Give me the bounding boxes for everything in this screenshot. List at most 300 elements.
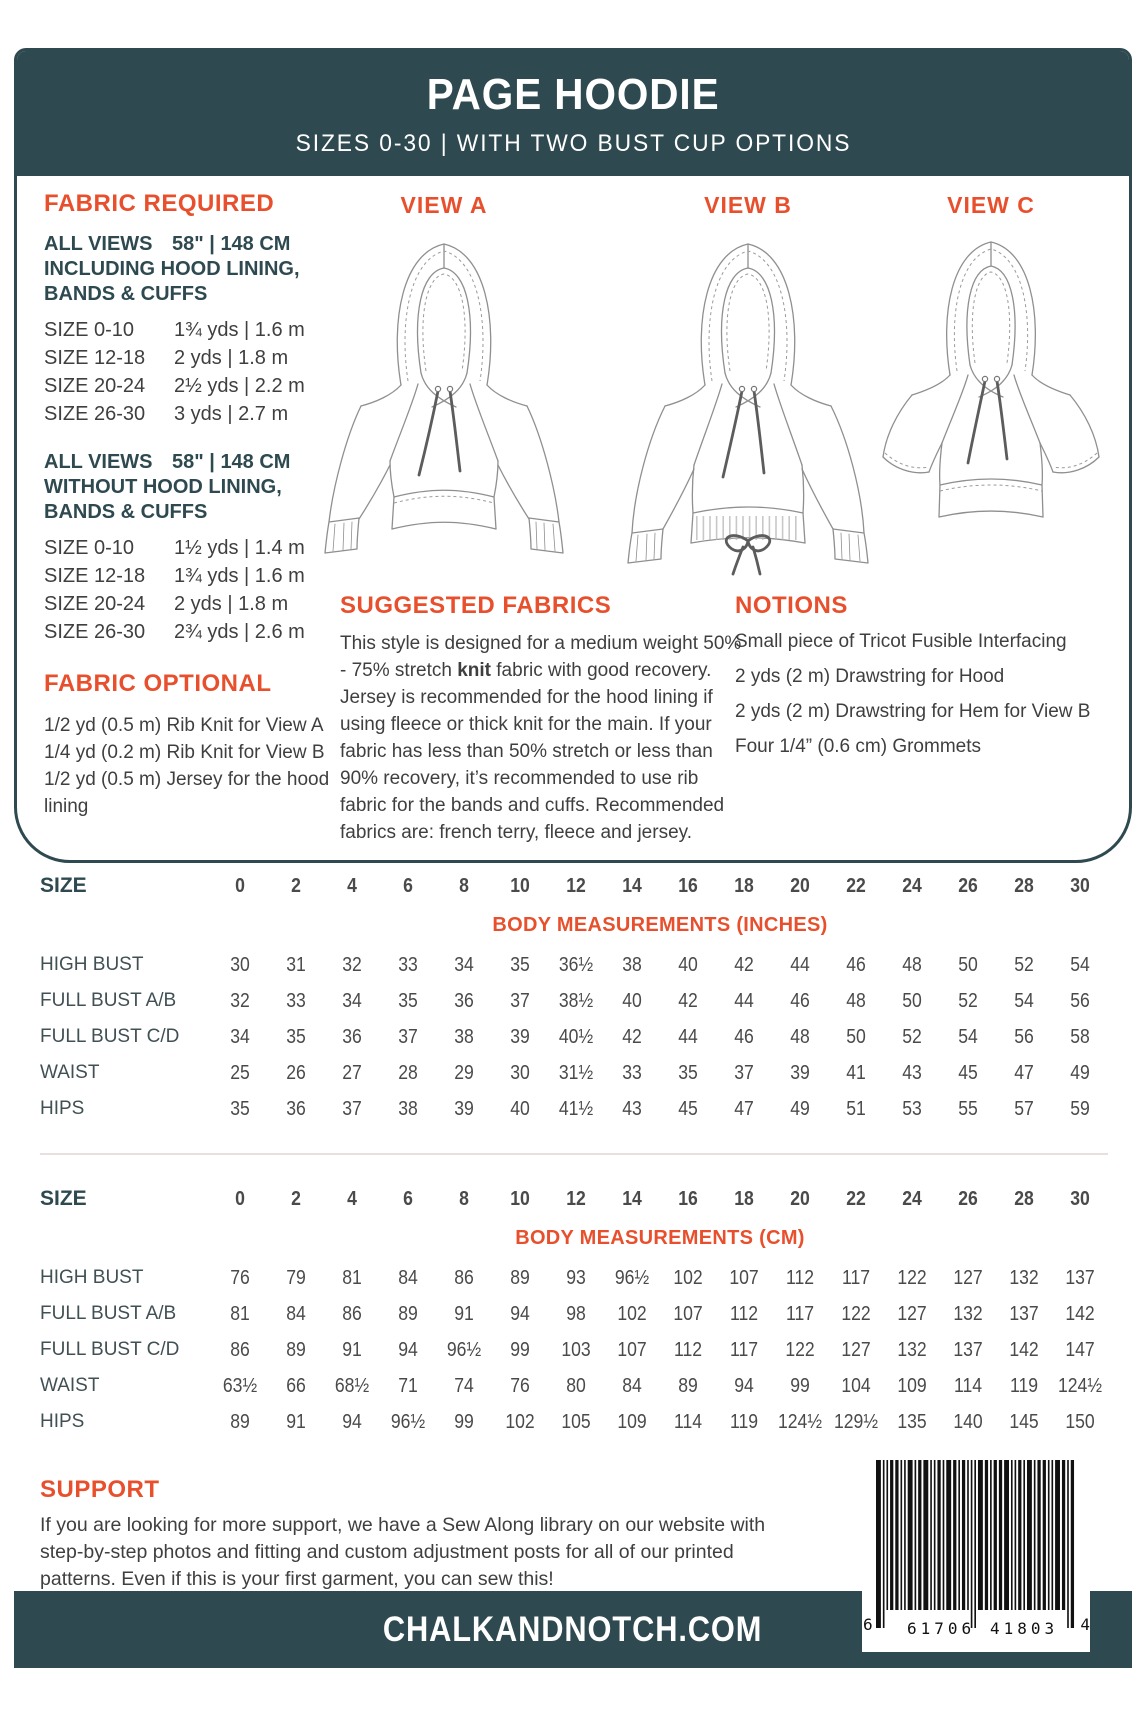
fabric-block-width-label: 58" | 148 CM — [172, 451, 291, 473]
measurement-value: 46 — [846, 953, 866, 976]
measurement-value: 86 — [454, 1266, 474, 1289]
view-b-label: VIEW B — [704, 192, 792, 218]
fabric-block-views-label: ALL VIEWS — [44, 451, 153, 473]
measurement-value: 44 — [790, 953, 810, 976]
measurement-value: 54 — [1070, 953, 1090, 976]
size-column-header: 18 — [734, 874, 754, 897]
measurement-value: 140 — [953, 1410, 983, 1433]
measurement-label: HIPS — [40, 1098, 85, 1119]
fabric-block-width-label: 58" | 148 CM — [172, 233, 291, 255]
measurement-value: 150 — [1065, 1410, 1095, 1433]
measurement-value: 37 — [398, 1025, 418, 1048]
size-range-label: SIZE 0-10 — [44, 319, 135, 341]
measurement-value: 124½ — [1057, 1374, 1103, 1397]
measurement-value: 36 — [454, 989, 474, 1012]
measurement-value: 109 — [617, 1410, 647, 1433]
barcode-bar — [974, 1460, 976, 1628]
measurement-value: 81 — [342, 1266, 362, 1289]
measurement-value: 47 — [1014, 1061, 1034, 1084]
measurement-label: HIGH BUST — [40, 1267, 144, 1288]
measurement-value: 112 — [729, 1302, 759, 1325]
table-divider — [40, 1153, 1108, 1155]
barcode-bar — [1034, 1460, 1036, 1610]
measurement-value: 37 — [342, 1097, 362, 1120]
barcode-bar — [1071, 1460, 1074, 1628]
barcode-bar — [1051, 1460, 1053, 1610]
measurement-value: 38½ — [558, 989, 594, 1012]
barcode-bar — [1043, 1460, 1046, 1610]
view-c-label: VIEW C — [947, 192, 1035, 218]
size-range-label: SIZE 0-10 — [44, 537, 135, 559]
measurement-value: 54 — [958, 1025, 978, 1048]
measurement-value: 74 — [454, 1374, 474, 1397]
measurement-value: 122 — [897, 1266, 927, 1289]
size-column-header: 10 — [510, 874, 530, 897]
measurement-value: 122 — [785, 1338, 815, 1361]
measurement-value: 36½ — [558, 953, 594, 976]
measurement-value: 145 — [1009, 1410, 1039, 1433]
barcode-bar — [1018, 1460, 1021, 1610]
measurement-value: 45 — [958, 1061, 978, 1084]
barcode-bar — [1037, 1460, 1040, 1610]
measurement-value: 89 — [286, 1338, 306, 1361]
measurement-value: 52 — [902, 1025, 922, 1048]
barcode-bar — [934, 1460, 936, 1610]
size-column-header: 30 — [1070, 874, 1090, 897]
size-range-label: SIZE 26-30 — [44, 403, 146, 425]
measurement-value: 42 — [734, 953, 754, 976]
yardage-value: 2 yds | 1.8 m — [174, 593, 289, 615]
barcode-bar — [923, 1460, 928, 1610]
measurement-value: 44 — [678, 1025, 698, 1048]
measurement-value: 137 — [953, 1338, 983, 1361]
measurement-value: 94 — [398, 1338, 418, 1361]
measurement-value: 41 — [846, 1061, 866, 1084]
measurement-value: 50 — [958, 953, 978, 976]
measurement-label: FULL BUST A/B — [40, 1303, 177, 1324]
size-column-header: 16 — [678, 1187, 698, 1210]
measurement-label: HIGH BUST — [40, 954, 144, 975]
notions-list — [735, 629, 1123, 760]
measurement-value: 35 — [398, 989, 418, 1012]
yardage-value: 2½ yds | 2.2 m — [174, 375, 305, 397]
size-column-header: 10 — [510, 1187, 530, 1210]
fabric-optional-line: 1/2 yd (0.5 m) Rib Knit for View A — [44, 715, 324, 736]
barcode-bar — [946, 1460, 951, 1610]
measurement-value: 76 — [510, 1374, 530, 1397]
measurement-value: 81 — [230, 1302, 250, 1325]
measurement-value: 40 — [678, 953, 698, 976]
page-subtitle: SIZES 0-30 | WITH TWO BUST CUP OPTIONS — [295, 129, 851, 157]
measurement-value: 122 — [841, 1302, 871, 1325]
view-a-illustration — [304, 225, 584, 560]
measurement-row — [40, 947, 1108, 983]
measurement-value: 99 — [510, 1338, 530, 1361]
barcode-bar — [876, 1460, 881, 1628]
measurement-row — [40, 1332, 1108, 1368]
measurement-row — [40, 1404, 1108, 1440]
size-column-header: 28 — [1014, 874, 1034, 897]
measurement-value: 25 — [230, 1061, 250, 1084]
suggested-fabrics-text: This style is designed for a medium weight 50% - 75% stretch knit fabric with good recovery. Jersey is recommended for the hood lining if using fleece or thick knit for the main. If your fabric has less than 50% stretch or less than 90% recovery, it’s recommended to use rib fabric for the bands and cuffs. Recommended fabrics are: french terry, fleece and jersey. — [340, 633, 742, 843]
measurement-value: 46 — [734, 1025, 754, 1048]
measurement-value: 57 — [1014, 1097, 1034, 1120]
measurement-value: 38 — [622, 953, 642, 976]
measurement-value: 107 — [617, 1338, 647, 1361]
barcode-bar — [1062, 1460, 1065, 1610]
measurement-value: 30 — [510, 1061, 530, 1084]
measurement-value: 142 — [1065, 1302, 1095, 1325]
barcode-bar — [1011, 1460, 1013, 1610]
measurement-label: FULL BUST C/D — [40, 1026, 180, 1047]
measurement-value: 55 — [958, 1097, 978, 1120]
measurement-value: 39 — [790, 1061, 810, 1084]
size-column-header: 28 — [1014, 1187, 1034, 1210]
measurement-row — [40, 1055, 1108, 1091]
barcode-bar — [1027, 1460, 1032, 1610]
measurement-value: 48 — [790, 1025, 810, 1048]
view-b-illustration — [606, 225, 891, 580]
size-column-header: 22 — [846, 874, 866, 897]
fabric-block-title-line: BANDS & CUFFS — [44, 501, 208, 523]
notions-heading: NOTIONS — [735, 592, 848, 619]
measurement-value: 94 — [510, 1302, 530, 1325]
size-table — [40, 866, 1108, 1127]
measurement-value: 29 — [454, 1061, 474, 1084]
measurement-value: 119 — [1009, 1374, 1039, 1397]
support-text: If you are looking for more support, we have a Sew Along library on our website with step-by-step photos and fitting and custom adjustment posts for all of our printed patterns. Even if this is your first garment, you can sew this! — [40, 1514, 766, 1590]
barcode-digit-group-1: 61706 — [907, 1619, 976, 1638]
measurement-value: 96½ — [614, 1266, 650, 1289]
measurement-value: 127 — [897, 1302, 927, 1325]
measurement-value: 35 — [678, 1061, 698, 1084]
measurement-value: 38 — [454, 1025, 474, 1048]
barcode-bar — [915, 1460, 917, 1610]
support-section — [40, 1476, 782, 1593]
barcode-bar — [937, 1460, 940, 1610]
barcode-bar — [985, 1460, 988, 1610]
barcode-bar — [886, 1460, 888, 1610]
measurement-row — [40, 1368, 1108, 1404]
size-column-header: 26 — [958, 874, 978, 897]
barcode-bar — [1023, 1460, 1025, 1610]
measurement-value: 132 — [953, 1302, 983, 1325]
size-column-header: 8 — [459, 1187, 469, 1210]
fabric-block-title-line: BANDS & CUFFS — [44, 283, 208, 305]
barcode-bar — [918, 1460, 921, 1610]
measurement-value: 43 — [902, 1061, 922, 1084]
measurement-value: 39 — [510, 1025, 530, 1048]
notion-item: Small piece of Tricot Fusible Interfacing — [735, 631, 1067, 652]
size-column-header: 16 — [678, 874, 698, 897]
measurement-value: 44 — [734, 989, 754, 1012]
measurement-value: 117 — [841, 1266, 871, 1289]
measurement-label: HIPS — [40, 1411, 85, 1432]
measurement-row — [40, 983, 1108, 1019]
measurement-value: 86 — [230, 1338, 250, 1361]
measurement-value: 96½ — [446, 1338, 482, 1361]
measurement-value: 117 — [729, 1338, 759, 1361]
measurement-value: 89 — [678, 1374, 698, 1397]
barcode-bar — [990, 1460, 992, 1610]
measurement-value: 36 — [286, 1097, 306, 1120]
view-c-illustration — [869, 225, 1114, 530]
size-table-header-row — [40, 1179, 1108, 1219]
measurement-value: 89 — [398, 1302, 418, 1325]
barcode-bar — [901, 1460, 903, 1610]
size-range-label: SIZE 12-18 — [44, 565, 146, 587]
fabric-block-title-line: WITHOUT HOOD LINING, — [44, 476, 282, 498]
measurement-row — [40, 1019, 1108, 1055]
measurement-row — [40, 1296, 1108, 1332]
measurement-value: 33 — [286, 989, 306, 1012]
measurement-value: 71 — [398, 1374, 418, 1397]
measurement-value: 35 — [286, 1025, 306, 1048]
measurement-value: 47 — [734, 1097, 754, 1120]
fabric-optional-line: 1/2 yd (0.5 m) Jersey for the hood lining — [44, 769, 330, 817]
size-table-header-row — [40, 866, 1108, 906]
measurement-value: 63½ — [222, 1374, 258, 1397]
fabric-yardage-row — [44, 562, 376, 590]
size-tables — [40, 866, 1108, 1440]
measurement-value: 27 — [342, 1061, 362, 1084]
measurement-value: 112 — [785, 1266, 815, 1289]
measurement-value: 38 — [398, 1097, 418, 1120]
size-column-header: 24 — [902, 1187, 922, 1210]
measurement-value: 32 — [230, 989, 250, 1012]
measurement-value: 114 — [953, 1374, 983, 1397]
notion-item: 2 yds (2 m) Drawstring for Hem for View B — [735, 701, 1091, 722]
measurement-value: 40 — [622, 989, 642, 1012]
barcode-bar — [883, 1460, 885, 1628]
measurement-value: 119 — [729, 1410, 759, 1433]
measurement-value: 36 — [342, 1025, 362, 1048]
measurement-value: 91 — [286, 1410, 306, 1433]
yardage-value: 1½ yds | 1.4 m — [174, 537, 305, 559]
yardage-value: 2 yds | 1.8 m — [174, 347, 289, 369]
yardage-value: 1¾ yds | 1.6 m — [174, 319, 305, 341]
header-band — [17, 51, 1129, 176]
website-url: CHALKANDNOTCH.COM — [383, 1609, 763, 1649]
barcode-bar — [1004, 1460, 1009, 1610]
size-header-label: SIZE — [40, 1187, 87, 1210]
size-column-header: 14 — [622, 874, 642, 897]
size-column-header: 6 — [403, 1187, 413, 1210]
measurement-value: 40½ — [558, 1025, 594, 1048]
measurement-value: 93 — [566, 1266, 586, 1289]
measurement-value: 42 — [622, 1025, 642, 1048]
measurement-heading: BODY MEASUREMENTS (CM) — [515, 1227, 805, 1249]
measurement-value: 94 — [342, 1410, 362, 1433]
measurement-value: 31½ — [558, 1061, 594, 1084]
measurement-value: 102 — [505, 1410, 535, 1433]
measurement-value: 104 — [841, 1374, 871, 1397]
barcode-bar — [994, 1460, 997, 1610]
measurement-value: 102 — [673, 1266, 703, 1289]
measurement-value: 37 — [734, 1061, 754, 1084]
size-column-header: 18 — [734, 1187, 754, 1210]
yardage-value: 3 yds | 2.7 m — [174, 403, 289, 425]
barcode-bar — [895, 1460, 898, 1610]
measurement-value: 142 — [1009, 1338, 1039, 1361]
measurement-value: 107 — [729, 1266, 759, 1289]
barcode-bar — [962, 1460, 965, 1610]
suggested-fabrics-section — [340, 592, 742, 846]
view-a-label: VIEW A — [400, 192, 488, 218]
measurement-value: 80 — [566, 1374, 586, 1397]
measurement-value: 46 — [790, 989, 810, 1012]
size-column-header: 4 — [347, 1187, 357, 1210]
measurement-value: 34 — [454, 953, 474, 976]
measurement-value: 52 — [958, 989, 978, 1012]
measurement-value: 53 — [902, 1097, 922, 1120]
measurement-value: 117 — [785, 1302, 815, 1325]
size-column-header: 8 — [459, 874, 469, 897]
view-a — [298, 192, 590, 560]
measurement-value: 105 — [561, 1410, 591, 1433]
barcode-bar — [967, 1460, 969, 1610]
barcode-bars — [876, 1460, 1076, 1630]
size-column-header: 6 — [403, 874, 413, 897]
size-column-header: 0 — [235, 1187, 245, 1210]
measurement-value: 84 — [622, 1374, 642, 1397]
size-column-header: 12 — [566, 874, 586, 897]
measurement-value: 79 — [286, 1266, 306, 1289]
measurement-label: WAIST — [40, 1062, 100, 1083]
measurement-value: 137 — [1009, 1302, 1039, 1325]
measurement-value: 56 — [1014, 1025, 1034, 1048]
fabric-block-views-label: ALL VIEWS — [44, 233, 153, 255]
measurement-value: 59 — [1070, 1097, 1090, 1120]
measurement-label: WAIST — [40, 1375, 100, 1396]
measurement-value: 42 — [678, 989, 698, 1012]
size-range-label: SIZE 20-24 — [44, 593, 146, 615]
measurement-value: 132 — [1009, 1266, 1039, 1289]
barcode-bar — [1067, 1460, 1069, 1628]
barcode-bar — [904, 1460, 906, 1610]
barcode-digit-left: 6 — [863, 1615, 873, 1634]
measurement-value: 114 — [673, 1410, 703, 1433]
measurement-value: 137 — [1065, 1266, 1095, 1289]
measurement-value: 32 — [342, 953, 362, 976]
page-title: PAGE HOODIE — [426, 69, 720, 119]
measurement-value: 33 — [398, 953, 418, 976]
suggested-fabrics-heading: SUGGESTED FABRICS — [340, 592, 612, 619]
yardage-value: 2¾ yds | 2.6 m — [174, 621, 305, 643]
measurement-value: 51 — [846, 1097, 866, 1120]
measurement-value: 41½ — [558, 1097, 594, 1120]
size-column-header: 22 — [846, 1187, 866, 1210]
barcode-bar — [999, 1460, 1002, 1610]
measurement-value: 35 — [510, 953, 530, 976]
measurement-value: 31 — [286, 953, 306, 976]
notion-item: Four 1/4” (0.6 cm) Grommets — [735, 736, 981, 757]
measurement-value: 89 — [510, 1266, 530, 1289]
measurement-value: 127 — [841, 1338, 871, 1361]
measurement-value: 84 — [398, 1266, 418, 1289]
measurement-value: 103 — [561, 1338, 591, 1361]
measurement-value: 68½ — [334, 1374, 370, 1397]
measurement-value: 50 — [902, 989, 922, 1012]
size-column-header: 12 — [566, 1187, 586, 1210]
measurement-value: 34 — [342, 989, 362, 1012]
size-column-header: 20 — [790, 874, 810, 897]
measurement-value: 86 — [342, 1302, 362, 1325]
measurement-value: 96½ — [390, 1410, 426, 1433]
measurement-value: 40 — [510, 1097, 530, 1120]
measurement-row — [40, 1260, 1108, 1296]
fabric-block-title-line: INCLUDING HOOD LINING, — [44, 258, 300, 280]
size-column-header: 26 — [958, 1187, 978, 1210]
measurement-value: 45 — [678, 1097, 698, 1120]
size-range-label: SIZE 12-18 — [44, 347, 146, 369]
size-column-header: 0 — [235, 874, 245, 897]
measurement-value: 43 — [622, 1097, 642, 1120]
fabric-optional-list — [44, 712, 376, 820]
measurement-value: 98 — [566, 1302, 586, 1325]
size-column-header: 20 — [790, 1187, 810, 1210]
measurement-value: 56 — [1070, 989, 1090, 1012]
barcode-bar — [908, 1460, 913, 1610]
measurement-value: 129½ — [833, 1410, 879, 1433]
measurement-value: 135 — [897, 1410, 927, 1433]
measurement-value: 37 — [510, 989, 530, 1012]
barcode-bar — [930, 1460, 932, 1610]
measurement-value: 66 — [286, 1374, 306, 1397]
measurement-value: 91 — [342, 1338, 362, 1361]
measurement-value: 99 — [790, 1374, 810, 1397]
barcode-bar — [953, 1460, 956, 1610]
measurement-row — [40, 1091, 1108, 1127]
measurement-value: 33 — [622, 1061, 642, 1084]
measurement-heading: BODY MEASUREMENTS (INCHES) — [492, 914, 828, 936]
measurement-value: 48 — [902, 953, 922, 976]
size-column-header: 4 — [347, 874, 357, 897]
fabric-required-heading: FABRIC REQUIRED — [44, 190, 275, 217]
size-range-label: SIZE 20-24 — [44, 375, 146, 397]
measurement-value: 52 — [1014, 953, 1034, 976]
view-b — [598, 192, 898, 580]
measurement-value: 107 — [673, 1302, 703, 1325]
view-c — [866, 192, 1116, 530]
measurement-value: 34 — [230, 1025, 250, 1048]
measurement-value: 147 — [1065, 1338, 1095, 1361]
barcode-bar — [890, 1460, 893, 1610]
barcode-bar — [958, 1460, 960, 1610]
measurement-value: 102 — [617, 1302, 647, 1325]
measurement-value: 54 — [1014, 989, 1034, 1012]
measurement-value: 94 — [734, 1374, 754, 1397]
size-column-header: 2 — [291, 874, 301, 897]
measurement-value: 39 — [454, 1097, 474, 1120]
measurement-value: 109 — [897, 1374, 927, 1397]
barcode — [862, 1452, 1090, 1652]
measurement-value: 58 — [1070, 1025, 1090, 1048]
measurement-value: 84 — [286, 1302, 306, 1325]
measurement-label: FULL BUST A/B — [40, 990, 177, 1011]
fabric-yardage-row — [44, 618, 376, 646]
fabric-yardage-row — [44, 590, 376, 618]
barcode-digit-group-2: 41803 — [990, 1619, 1059, 1638]
size-table — [40, 1179, 1108, 1440]
size-header-label: SIZE — [40, 874, 87, 897]
measurement-value: 28 — [398, 1061, 418, 1084]
measurement-value: 49 — [1070, 1061, 1090, 1084]
measurement-value: 127 — [953, 1266, 983, 1289]
size-column-header: 30 — [1070, 1187, 1090, 1210]
fabric-optional-line: 1/4 yd (0.2 m) Rib Knit for View B — [44, 742, 325, 763]
measurement-value: 99 — [454, 1410, 474, 1433]
